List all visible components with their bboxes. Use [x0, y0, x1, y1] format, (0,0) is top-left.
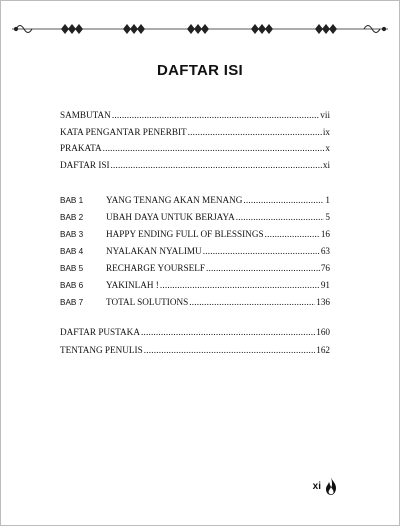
toc-entry-title: RECHARGE YOURSELF: [106, 263, 205, 273]
toc-entry: [106, 229, 330, 241]
ornament-diamond: [322, 24, 330, 34]
toc-entry-title: YANG TENANG AKAN MENANG: [106, 195, 243, 205]
toc-entry: [60, 143, 330, 155]
ornament-diamond: [75, 24, 83, 34]
toc-entry-title: TOTAL SOLUTIONS: [106, 297, 189, 307]
toc-entry: [106, 263, 330, 275]
ornament-divider: [12, 18, 388, 40]
ornament-diamond: [251, 24, 259, 34]
toc-entry-title: YAKINLAH !: [106, 280, 159, 290]
toc-chapter-number: BAB 6: [60, 281, 84, 290]
ornament-diamond: [315, 24, 323, 34]
ornament-diamond: [258, 24, 266, 34]
ornament-diamond: [187, 24, 195, 34]
toc-entry: [106, 212, 330, 224]
toc-entry-page: vii: [320, 110, 330, 120]
toc-leader-dots: [243, 195, 324, 205]
toc-entry-title: DAFTAR PUSTAKA: [60, 327, 140, 337]
toc-leader-dots: [160, 280, 320, 290]
ornament-diamond: [130, 24, 138, 34]
toc-leader-dots: [141, 327, 315, 337]
toc-entry-page: ix: [322, 126, 330, 137]
toc-chapter-number: BAB 1: [60, 196, 84, 205]
toc-entry: [106, 297, 330, 309]
toc-leader-dots: [206, 263, 320, 273]
toc-chapter-number: BAB 3: [60, 230, 84, 239]
flame-icon: [324, 477, 338, 495]
ornament-diamond: [137, 24, 145, 34]
toc-entry-page: 63: [320, 246, 330, 256]
ornament-diamond: [201, 24, 209, 34]
toc-entry: [60, 110, 330, 122]
toc-leader-dots: [236, 212, 325, 222]
toc-entry-page: 160: [316, 327, 330, 337]
toc-entry-page: 5: [325, 212, 330, 222]
ornament-diamond: [68, 24, 76, 34]
toc-leader-dots: [189, 297, 315, 307]
toc-entry-page: x: [325, 143, 330, 153]
toc-entry-title: UBAH DAYA UNTUK BERJAYA: [106, 212, 235, 222]
toc-entry-page: 91: [320, 280, 330, 290]
toc-entry: [106, 195, 330, 207]
ornament-diamond: [194, 24, 202, 34]
toc-entry-title: NYALAKAN NYALIMU: [106, 246, 202, 256]
toc-entry-title: HAPPY ENDING FULL OF BLESSINGS: [106, 229, 264, 239]
toc-entry-title: KATA PENGANTAR PENERBIT: [60, 126, 187, 137]
toc-chapter-number: BAB 7: [60, 298, 84, 307]
toc-leader-dots: [144, 345, 316, 355]
toc-chapter-number: BAB 4: [60, 247, 84, 256]
toc-entry-title: SAMBUTAN: [60, 110, 111, 120]
toc-leader-dots: [103, 143, 325, 153]
ornament-diamond: [265, 24, 273, 34]
ornament-diamond: [123, 24, 131, 34]
toc-entry-page: 136: [316, 297, 330, 307]
toc-leader-dots: [203, 246, 320, 256]
page-footer: [313, 477, 338, 495]
toc-entry-title: DAFTAR ISI: [60, 159, 110, 170]
toc-entry-page: xi: [322, 159, 330, 170]
toc-entry: [106, 246, 330, 258]
toc-entry-title: TENTANG PENULIS: [60, 344, 143, 355]
toc-entry-title: PRAKATA: [60, 143, 102, 153]
toc-entry-page: 1: [325, 195, 330, 205]
ornament-diamond: [61, 24, 69, 34]
page-title: DAFTAR ISI: [156, 62, 244, 79]
page-number: xi: [312, 480, 321, 492]
toc-entry: [60, 127, 330, 139]
toc-entry: [60, 327, 330, 339]
toc-chapter-number: BAB 2: [60, 213, 84, 222]
ornament-diamond: [329, 24, 337, 34]
toc-entry-page: 162: [316, 344, 330, 355]
toc-entry: [60, 160, 330, 172]
toc-leader-dots: [265, 229, 320, 239]
toc-entry: [60, 345, 330, 357]
toc-entry-page: 16: [320, 229, 330, 239]
toc-leader-dots: [188, 127, 322, 137]
toc-entry: [106, 280, 330, 292]
toc-leader-dots: [112, 110, 319, 120]
toc-leader-dots: [111, 160, 322, 170]
toc-entry-page: 76: [320, 263, 330, 273]
toc-chapter-number: BAB 5: [60, 264, 84, 273]
